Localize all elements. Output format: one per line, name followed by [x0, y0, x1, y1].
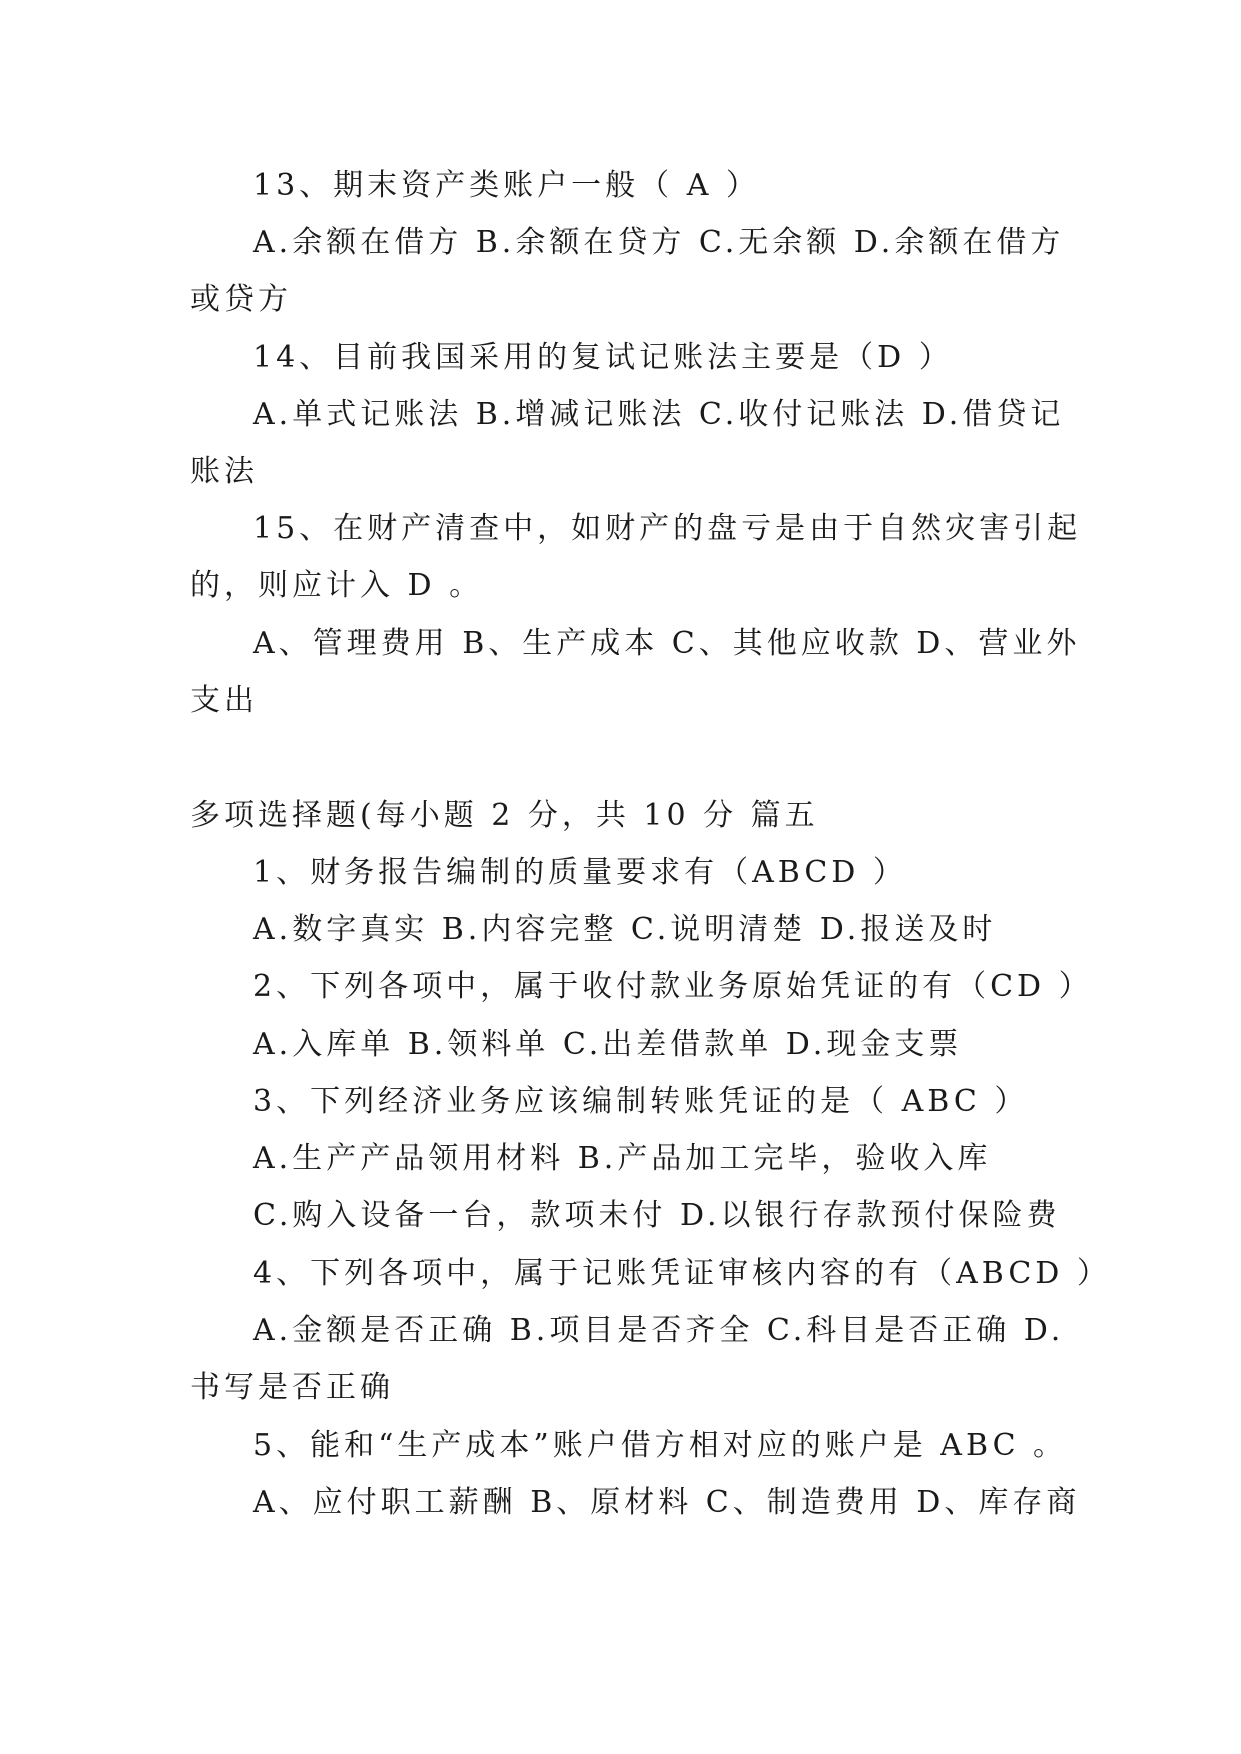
mc-question-4-options: A.金额是否正确 B.项目是否齐全 C.科目是否正确 D. — [253, 1313, 1065, 1348]
section-heading: 多项选择题(每小题 2 分，共 10 分 篇五 — [190, 798, 819, 833]
question-14: 14、目前我国采用的复试记账法主要是（D ） — [253, 340, 953, 375]
mc-question-3: 3、下列经济业务应该编制转账凭证的是（ ABC ） — [253, 1084, 1029, 1119]
question-15-options: A、管理费用 B、生产成本 C、其他应收款 D、营业外 — [253, 626, 1081, 661]
question-13-options: A.余额在借方 B.余额在贷方 C.无余额 D.余额在借方 — [253, 225, 1065, 260]
mc-question-5: 5、能和“生产成本”账户借方相对应的账户是 ABC 。 — [253, 1428, 1068, 1463]
question-15-options-cont: 支出 — [190, 683, 258, 718]
question-14-options-cont: 账法 — [190, 454, 258, 489]
question-13: 13、期末资产类账户一般（ A ） — [253, 168, 760, 203]
mc-question-2: 2、下列各项中，属于收付款业务原始凭证的有（CD ） — [253, 969, 1093, 1004]
mc-question-4-options-cont: 书写是否正确 — [190, 1370, 394, 1405]
question-14-options: A.单式记账法 B.增减记账法 C.收付记账法 D.借贷记 — [253, 397, 1065, 432]
mc-question-4: 4、下列各项中，属于记账凭证审核内容的有（ABCD ） — [253, 1256, 1111, 1291]
question-15-cont: 的，则应计入 D 。 — [190, 568, 484, 603]
mc-question-5-options: A、应付职工薪酬 B、原材料 C、制造费用 D、库存商 — [253, 1485, 1081, 1520]
mc-question-2-options: A.入库单 B.领料单 C.出差借款单 D.现金支票 — [253, 1027, 963, 1062]
question-15: 15、在财产清查中，如财产的盘亏是由于自然灾害引起 — [253, 511, 1082, 546]
mc-question-3-options-b: C.购入设备一台，款项未付 D.以银行存款预付保险费 — [253, 1198, 1061, 1233]
mc-question-1: 1、财务报告编制的质量要求有（ABCD ） — [253, 855, 907, 890]
question-13-options-cont: 或贷方 — [190, 282, 292, 317]
mc-question-1-options: A.数字真实 B.内容完整 C.说明清楚 D.报送及时 — [253, 912, 997, 947]
mc-question-3-options-a: A.生产产品领用材料 B.产品加工完毕，验收入库 — [253, 1141, 992, 1176]
